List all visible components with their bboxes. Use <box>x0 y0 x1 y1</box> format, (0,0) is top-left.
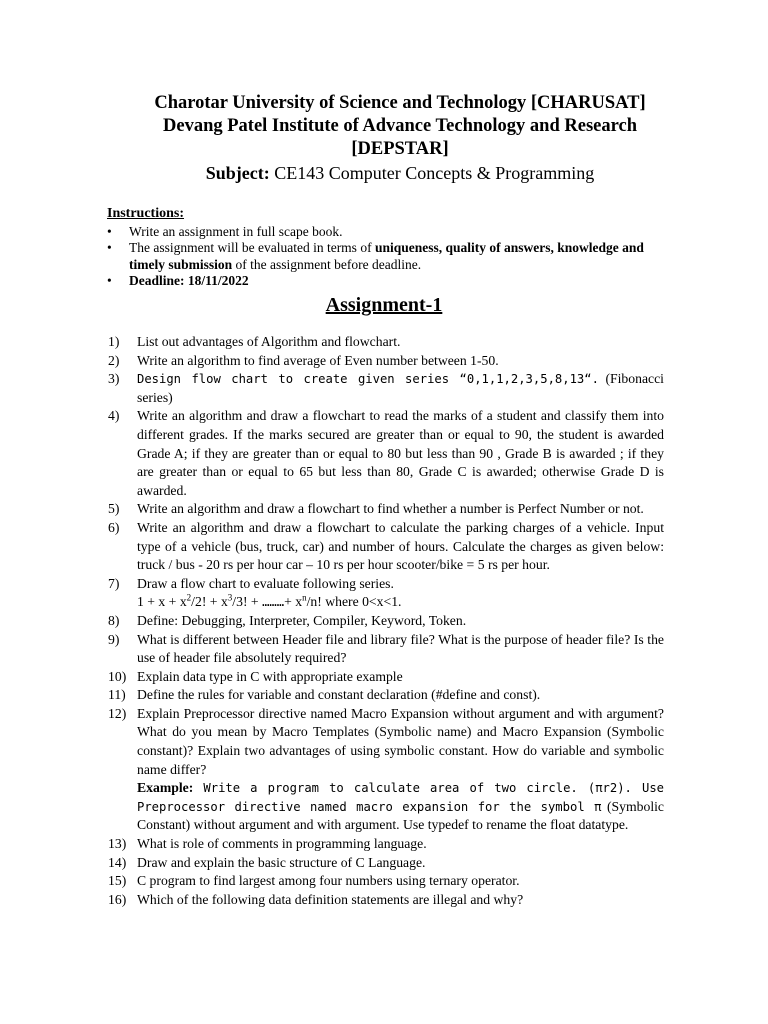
question-text: Write an algorithm and draw a flowchart to read the marks of a student and classify them into different grades. If the marks secured are greater than or equal to 90, the student is awarded Grade A; if they are greater than or equal to 80 but less than 90 , Grade B is awarded ; if they are greater than or equal to 65 but less than 80, Grade C is awarded; otherwise Grade D is awarded. <box>137 408 664 498</box>
question-number: 3) <box>108 371 120 387</box>
formula-part: + x <box>284 594 303 610</box>
instructions-section <box>107 206 667 290</box>
question-number: 16) <box>108 891 127 907</box>
question-text: Write an algorithm to find average of Even number between 1-50. <box>137 352 499 368</box>
question-code-text: Design flow chart to create given series “0,1,1,2,3,5,8,13“. <box>137 372 599 387</box>
question-item <box>108 668 664 687</box>
instruction-emphasis: uniqueness, quality of answers, knowledge and timely submission <box>129 240 644 272</box>
question-number: 1) <box>108 334 120 349</box>
question-number: 7) <box>108 575 120 591</box>
question-item <box>108 686 664 705</box>
assignment-title: Assignment-1 <box>325 294 443 316</box>
formula-part: /3! + <box>232 594 263 610</box>
question-text: Write an algorithm and draw a flowchart to calculate the parking charges of a vehicle. Input type of a vehicle (bus, truck, car) and number of hours. Calculate the charges as given below: truck / bus - 20 rs per hour car – 10 rs per hour scooter/bike = 5 rs per hour. <box>137 519 664 573</box>
question-number: 13) <box>108 836 127 852</box>
question-text: C program to find largest among four numbers using ternary operator. <box>137 873 520 889</box>
question-number: 14) <box>108 854 127 870</box>
question-text: Define: Debugging, Interpreter, Compiler, Keyword, Token. <box>137 612 467 628</box>
bullet-icon: • <box>107 223 112 239</box>
bullet-icon: • <box>107 240 112 255</box>
question-number: 5) <box>108 501 120 517</box>
question-item <box>108 835 664 854</box>
question-number: 11) <box>108 687 126 703</box>
instruction-text: of the assignment before deadline. <box>232 256 422 272</box>
question-number: 10) <box>108 668 127 684</box>
instruction-text: Write an assignment in full scape book. <box>129 223 343 239</box>
formula-exponent: 2 <box>186 592 192 603</box>
question-number: 9) <box>108 631 120 647</box>
series-formula <box>137 594 401 609</box>
question-text: Explain data type in C with appropriate example <box>137 668 403 684</box>
document-header <box>100 92 700 185</box>
question-item <box>108 519 664 575</box>
institute-abbrev: [DEPSTAR] <box>351 139 449 159</box>
example-code-text: Write a program to calculate area of two circle. (πr2). Use Preprocessor directive named macro expansion for the symbol π <box>137 781 664 814</box>
question-item <box>108 500 664 519</box>
instructions-title: Instructions: <box>107 206 185 221</box>
question-item <box>108 631 664 668</box>
instruction-item <box>107 224 667 241</box>
subject-line <box>100 162 700 185</box>
question-number: 2) <box>108 352 120 368</box>
institute-name: Devang Patel Institute of Advance Technology and Research <box>163 116 637 136</box>
question-text: Which of the following data definition statements are illegal and why? <box>137 891 524 907</box>
formula-exponent: n <box>302 592 307 603</box>
question-text: Write an algorithm and draw a flowchart to find whether a number is Perfect Number or not. <box>137 501 644 517</box>
question-item <box>108 370 664 407</box>
question-text: Explain Preprocessor directive named Macro Expansion without argument and with argument? What do you mean by Macro Templates (Symbolic name) and Macro Expansion (Symbolic constant)? Explain two advantages of using symbolic constant. How do variable and symbolic name differ? <box>137 705 664 777</box>
question-text: Define the rules for variable and constant declaration (#define and const). <box>137 687 541 703</box>
question-item <box>108 407 664 500</box>
question-number: 12) <box>108 705 127 721</box>
question-number: 8) <box>108 612 120 628</box>
formula-part: /2! + x <box>191 594 228 610</box>
formula-exponent: 3 <box>227 592 233 603</box>
instruction-item <box>107 273 667 290</box>
question-item <box>108 575 664 612</box>
question-text: What is different between Header file and library file? What is the purpose of header file? Is the use of header file absolutely required? <box>137 631 664 666</box>
formula-ellipsis: ……… <box>262 595 285 610</box>
subject-label: Subject: <box>205 163 270 183</box>
question-item <box>108 872 664 891</box>
example-label: Example: <box>137 780 194 796</box>
question-item <box>108 352 664 371</box>
question-item <box>108 333 664 352</box>
instruction-text: The assignment will be evaluated in terms of <box>129 240 375 255</box>
instruction-item <box>107 240 667 273</box>
instructions-list <box>107 224 667 290</box>
question-number: 6) <box>108 519 120 535</box>
question-number: 15) <box>108 873 127 889</box>
question-text: Draw and explain the basic structure of C Language. <box>137 854 426 870</box>
university-name: Charotar University of Science and Technology [CHARUSAT] <box>154 93 646 113</box>
deadline-text: Deadline: 18/11/2022 <box>129 273 249 288</box>
subject-text: CE143 Computer Concepts & Programming <box>269 163 595 183</box>
question-text: Draw a flow chart to evaluate following series. <box>137 575 394 591</box>
question-text: (Fibonacci series) <box>137 371 664 405</box>
question-number: 4) <box>108 408 120 424</box>
question-item <box>108 891 664 910</box>
question-item <box>108 705 664 835</box>
question-item <box>108 854 664 873</box>
formula-part: 1 + x + x <box>137 594 187 610</box>
question-list <box>108 333 664 909</box>
formula-part: /n! where 0<x<1. <box>306 594 402 610</box>
question-text: What is role of comments in programming language. <box>137 836 427 852</box>
bullet-icon: • <box>107 273 112 288</box>
example-text: (Symbolic Constant) without argument and with argument. Use typedef to rename the float datatype. <box>137 798 664 833</box>
question-item <box>108 612 664 631</box>
question-text: List out advantages of Algorithm and flowchart. <box>137 334 401 349</box>
